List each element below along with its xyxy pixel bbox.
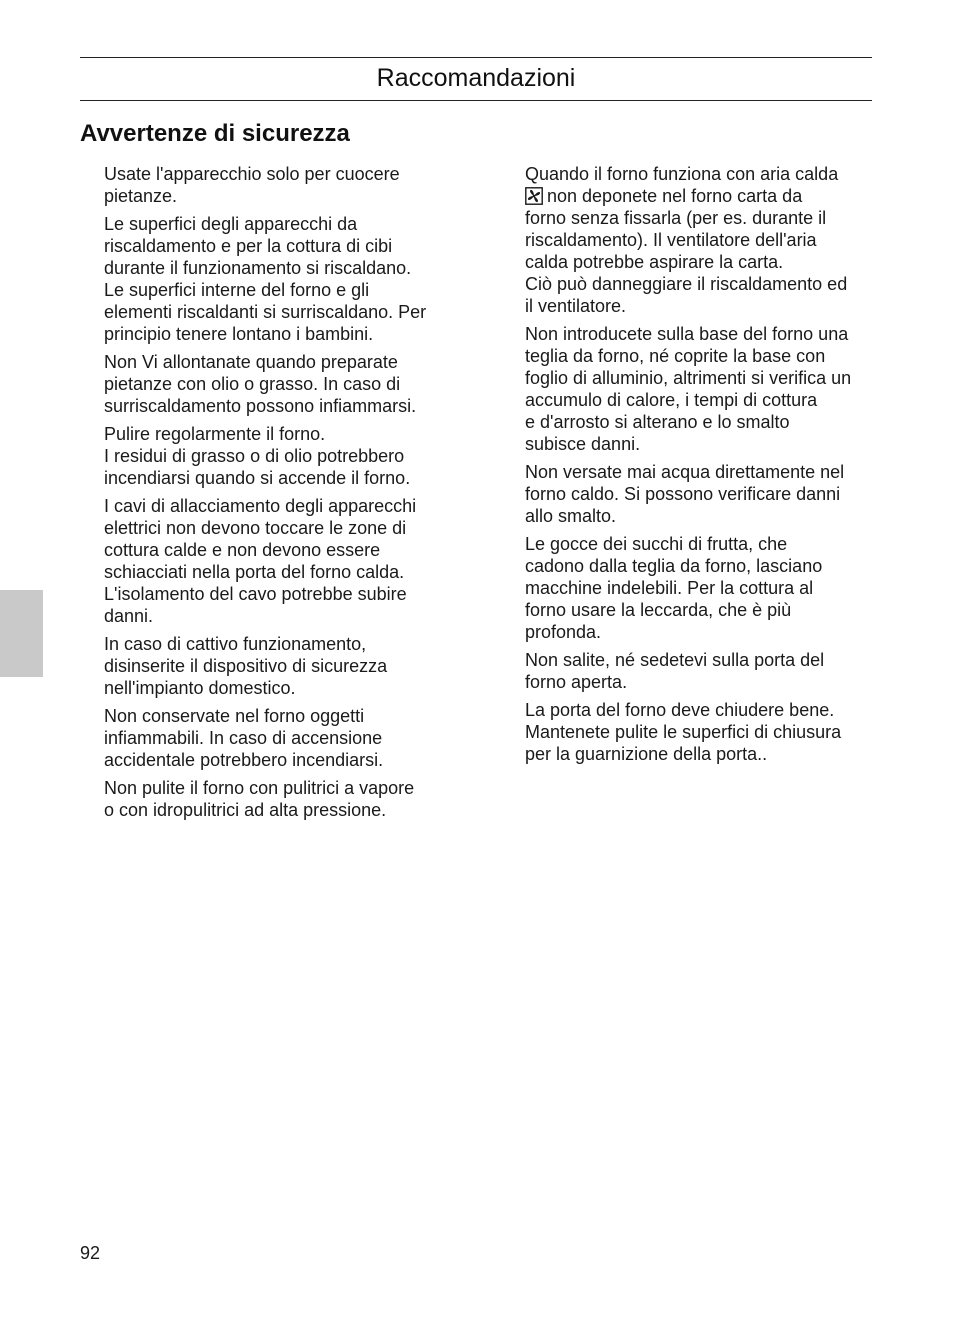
header-rule-top <box>80 57 872 58</box>
safety-paragraph: Usate l'apparecchio solo per cuocere pietanze. <box>104 164 400 206</box>
safety-paragraph: Non salite, né sedetevi sulla porta del forno aperta. <box>525 650 825 692</box>
left-column <box>104 163 450 827</box>
safety-paragraph: Non pulite il forno con pulitrici a vapore o con idropulitrici ad alta pressione. <box>104 778 415 820</box>
side-language-tab <box>0 590 43 677</box>
safety-paragraph: La porta del forno deve chiudere bene. Mantenete pulite le superfici di chiusura per la guarnizione della porta.. <box>525 700 842 764</box>
right-column <box>525 163 877 771</box>
safety-paragraph: Le gocce dei succhi di frutta, che cadono dalla teglia da forno, lasciano macchine indelebili. Per la cottura al forno usare la leccarda, che è più profonda. <box>525 534 823 642</box>
safety-paragraph: Non introducete sulla base del forno una teglia da forno, né coprite la base con foglio di alluminio, altrimenti si verifica un accumulo di calore, i tempi di cottura e d'arrosto si alterano e lo smalto subisce danni. <box>525 324 852 454</box>
header-rule-bottom <box>80 100 872 101</box>
page-number: 92 <box>80 1243 101 1263</box>
safety-paragraph: In caso di cattivo funzionamento, disinserite il dispositivo di sicurezza nell'impianto domestico. <box>104 634 388 698</box>
page-heading: Avvertenze di sicurezza <box>80 120 350 147</box>
safety-paragraph: Pulire regolarmente il forno. I residui di grasso o di olio potrebbero incendiarsi quando si accende il forno. <box>104 424 411 488</box>
safety-paragraph: Non Vi allontanate quando preparate pietanze con olio o grasso. In caso di surriscaldamento possono infiammarsi. <box>104 352 417 416</box>
safety-paragraph: I cavi di allacciamento degli apparecchi elettrici non devono toccare le zone di cottura calde e non devono essere schiacciati nella porta del forno calda. L'isolamento del cavo potrebbe subire danni. <box>104 496 417 626</box>
hot-air-paragraph <box>525 163 877 317</box>
safety-paragraph: Le superfici degli apparecchi da riscaldamento e per la cottura di cibi durante il funzionamento si riscaldano. Le superfici interne del forno e gli elementi riscaldanti si surriscaldano. Per principio tenere lontano i bambini. <box>104 214 427 344</box>
hot-air-fan-icon <box>525 187 543 205</box>
safety-paragraph: Non conservate nel forno oggetti infiammabili. In caso di accensione accidentale potrebbero incendiarsi. <box>104 706 384 770</box>
safety-paragraph: Non versate mai acqua direttamente nel forno caldo. Si possono verificare danni allo smalto. <box>525 462 845 526</box>
hot-air-text-start: Quando il forno funziona con aria calda <box>525 164 839 184</box>
section-title: Raccomandazioni <box>376 64 576 92</box>
hot-air-text-end: non deponete nel forno carta da forno senza fissarla (per es. durante il riscaldamento). Il ventilatore dell'aria calda potrebbe aspirare la carta. Ciò può danneggiare il riscaldamento ed il ventilatore. <box>525 186 848 316</box>
